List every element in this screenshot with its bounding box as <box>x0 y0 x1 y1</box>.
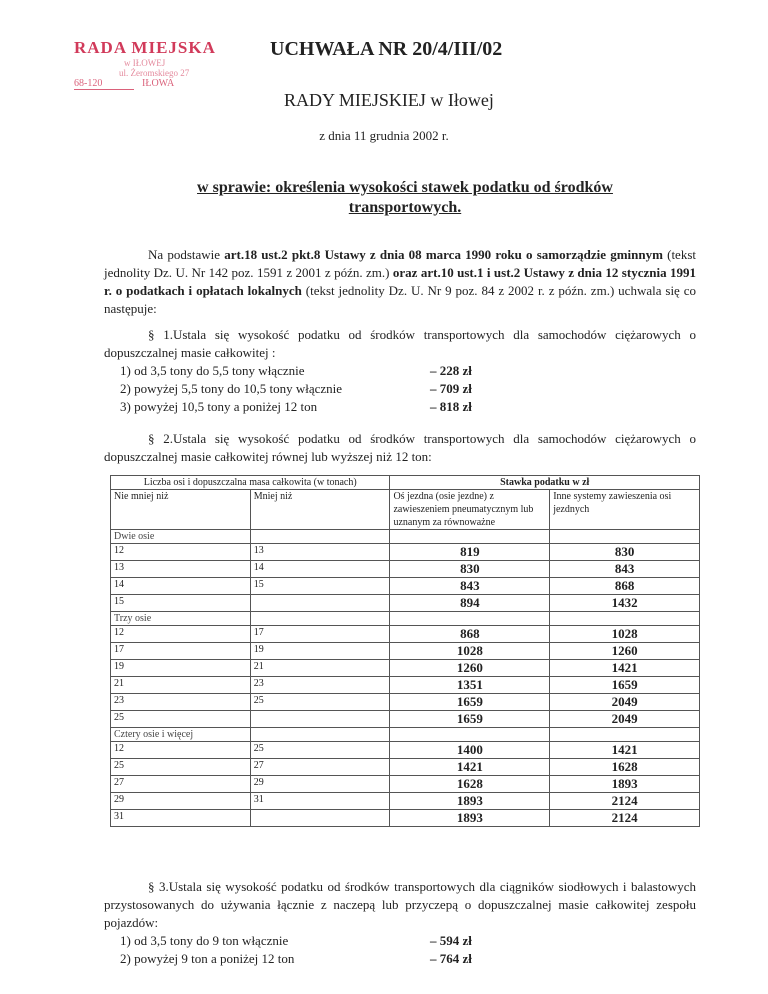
header-max: Mniej niż <box>250 490 390 530</box>
item-text: 2) powyżej 5,5 tony do 10,5 tony włącznie <box>120 381 343 396</box>
list-item <box>120 362 472 380</box>
council-stamp <box>74 38 264 90</box>
max-mass: 21 <box>250 660 390 677</box>
min-mass: 15 <box>111 595 251 612</box>
intro-bold-1: art.18 ust.2 pkt.8 Ustawy z dnia 08 marca 1990 roku o samorządzie gminnym <box>224 247 663 262</box>
min-mass: 25 <box>111 711 251 728</box>
min-mass: 31 <box>111 810 251 827</box>
legal-basis-paragraph <box>104 246 696 318</box>
table-row <box>111 810 700 827</box>
resolution-title: UCHWAŁA NR 20/4/III/02 <box>270 38 503 60</box>
max-mass <box>250 810 390 827</box>
table-row <box>111 626 700 643</box>
stamp-city: IŁOWA <box>142 78 175 89</box>
rate-pneumatic: 868 <box>390 626 550 643</box>
rate-other: 1893 <box>550 776 700 793</box>
table-group-row <box>111 728 700 742</box>
table-row <box>111 643 700 660</box>
table-row <box>111 694 700 711</box>
rate-pneumatic: 1260 <box>390 660 550 677</box>
header-pneumatic: Oś jezdna (osie jezdne) z zawieszeniem pneumatycznym lub uznanym za równoważne <box>390 490 550 530</box>
group-label: Cztery osie i więcej <box>111 728 251 742</box>
header-axes-mass: Liczba osi i dopuszczalna masa całkowita (w tonach) <box>111 476 390 490</box>
max-mass: 23 <box>250 677 390 694</box>
rate-other: 1432 <box>550 595 700 612</box>
empty-cell <box>250 728 390 742</box>
table-row <box>111 595 700 612</box>
intro-text-3: (tekst jednolity Dz. U. Nr 9 poz. 84 z 2002 r. z późn. zm.) uchwala się co następuje: <box>104 283 697 316</box>
table-row <box>111 561 700 578</box>
max-mass: 17 <box>250 626 390 643</box>
list-item <box>120 950 472 968</box>
rate-pneumatic: 1659 <box>390 711 550 728</box>
section-1-text <box>104 326 696 362</box>
table-group-row <box>111 612 700 626</box>
empty-cell <box>550 612 700 626</box>
rate-pneumatic: 1893 <box>390 810 550 827</box>
stamp-line-3: ul. Żeromskiego 27 <box>119 68 190 78</box>
rate-pneumatic: 894 <box>390 595 550 612</box>
list-item <box>120 380 472 398</box>
item-text: 3) powyżej 10,5 tony a poniżej 12 ton <box>120 399 318 414</box>
empty-cell <box>390 728 550 742</box>
table-row <box>111 677 700 694</box>
intro-text-1: Na podstawie <box>148 247 225 262</box>
empty-cell <box>250 530 390 544</box>
table-row <box>111 759 700 776</box>
table-row <box>111 578 700 595</box>
min-mass: 12 <box>111 742 251 759</box>
min-mass: 27 <box>111 776 251 793</box>
stamp-postal-code: 68-120 <box>74 78 134 90</box>
rate-pneumatic: 843 <box>390 578 550 595</box>
section-3-text <box>104 878 696 932</box>
min-mass: 25 <box>111 759 251 776</box>
item-amount: – 594 zł <box>430 933 472 948</box>
rate-other: 1421 <box>550 742 700 759</box>
max-mass: 25 <box>250 694 390 711</box>
min-mass: 12 <box>111 626 251 643</box>
max-mass: 27 <box>250 759 390 776</box>
rate-other: 1421 <box>550 660 700 677</box>
rate-other: 830 <box>550 544 700 561</box>
max-mass: 19 <box>250 643 390 660</box>
resolution-date: z dnia 11 grudnia 2002 r. <box>319 128 449 143</box>
intro-text-2: (tekst jednolity Dz. U. Nr 142 poz. 1591 z 2001 z późn. zm.) <box>104 247 696 280</box>
max-mass: 25 <box>250 742 390 759</box>
intro-bold-2: oraz art.10 ust.1 i ust.2 Ustawy z dnia 12 stycznia 1991 r. o podatkach i opłatach lokalnych <box>104 265 696 298</box>
rate-pneumatic: 1028 <box>390 643 550 660</box>
empty-cell <box>550 530 700 544</box>
min-mass: 23 <box>111 694 251 711</box>
empty-cell <box>250 612 390 626</box>
max-mass: 31 <box>250 793 390 810</box>
item-text: 2) powyżej 9 ton a poniżej 12 ton <box>120 951 295 966</box>
item-text: 1) od 3,5 tony do 5,5 tony włącznie <box>120 363 305 378</box>
group-label: Dwie osie <box>111 530 251 544</box>
rate-other: 843 <box>550 561 700 578</box>
max-mass <box>250 711 390 728</box>
list-item <box>120 398 472 416</box>
item-amount: – 764 zł <box>430 951 472 966</box>
rate-pneumatic: 1351 <box>390 677 550 694</box>
min-mass: 17 <box>111 643 251 660</box>
section-3-list <box>120 932 472 968</box>
rate-other: 1659 <box>550 677 700 694</box>
rate-other: 1628 <box>550 759 700 776</box>
max-mass: 29 <box>250 776 390 793</box>
min-mass: 29 <box>111 793 251 810</box>
max-mass: 13 <box>250 544 390 561</box>
min-mass: 21 <box>111 677 251 694</box>
rate-other: 2049 <box>550 711 700 728</box>
table-row <box>111 776 700 793</box>
table-row <box>111 742 700 759</box>
rate-pneumatic: 830 <box>390 561 550 578</box>
min-mass: 13 <box>111 561 251 578</box>
table-row <box>111 660 700 677</box>
table-row <box>111 711 700 728</box>
section-2-text <box>104 430 696 466</box>
rate-other: 1260 <box>550 643 700 660</box>
table-row <box>111 544 700 561</box>
group-label: Trzy osie <box>111 612 251 626</box>
stamp-line-2: w IŁOWEJ <box>124 58 166 68</box>
min-mass: 19 <box>111 660 251 677</box>
empty-cell <box>390 612 550 626</box>
section-2-body: § 2.Ustala się wysokość podatku od środków transportowych dla samochodów ciężarowych o dopuszczalnej masie całkowitej równej lub wyższej niż 12 ton: <box>104 431 696 464</box>
max-mass <box>250 595 390 612</box>
item-amount: – 228 zł <box>430 363 472 378</box>
rate-other: 2124 <box>550 810 700 827</box>
stamp-line-4 <box>74 78 264 90</box>
rate-other: 868 <box>550 578 700 595</box>
item-amount: – 709 zł <box>430 381 472 396</box>
section-1-list <box>120 362 472 416</box>
header-min: Nie mniej niż <box>111 490 251 530</box>
min-mass: 14 <box>111 578 251 595</box>
rate-pneumatic: 1893 <box>390 793 550 810</box>
council-name: RADY MIEJSKIEJ w Iłowej <box>284 90 494 110</box>
tax-rate-table <box>110 475 700 827</box>
empty-cell <box>390 530 550 544</box>
max-mass: 14 <box>250 561 390 578</box>
table-row <box>111 793 700 810</box>
rate-pneumatic: 1421 <box>390 759 550 776</box>
rate-other: 2124 <box>550 793 700 810</box>
rate-pneumatic: 1628 <box>390 776 550 793</box>
header-other-suspension: Inne systemy zawieszenia osi jezdnych <box>550 490 700 530</box>
rate-other: 2049 <box>550 694 700 711</box>
header-tax-rate: Stawka podatku w zł <box>390 476 700 490</box>
section-3-body: § 3.Ustala się wysokość podatku od środków transportowych dla ciągników siodłowych i balastowych przystosowanych do używania łącznie z naczepą lub przyczepą o dopuszczalnej masie całkowitej zespołu pojazdów: <box>104 879 696 930</box>
section-1-body: § 1.Ustala się wysokość podatku od środków transportowych dla samochodów ciężarowych o dopuszczalnej masie całkowitej : <box>104 327 696 360</box>
min-mass: 12 <box>111 544 251 561</box>
rate-pneumatic: 1400 <box>390 742 550 759</box>
table-group-row <box>111 530 700 544</box>
list-item <box>120 932 472 950</box>
rate-pneumatic: 819 <box>390 544 550 561</box>
item-text: 1) od 3,5 tony do 9 ton włącznie <box>120 933 289 948</box>
item-amount: – 818 zł <box>430 399 472 414</box>
subject-heading: w sprawie: określenia wysokości stawek podatku od środków transportowych. <box>197 179 613 216</box>
rate-pneumatic: 1659 <box>390 694 550 711</box>
max-mass: 15 <box>250 578 390 595</box>
stamp-line-1: RADA MIEJSKA <box>74 38 216 57</box>
rate-other: 1028 <box>550 626 700 643</box>
empty-cell <box>550 728 700 742</box>
